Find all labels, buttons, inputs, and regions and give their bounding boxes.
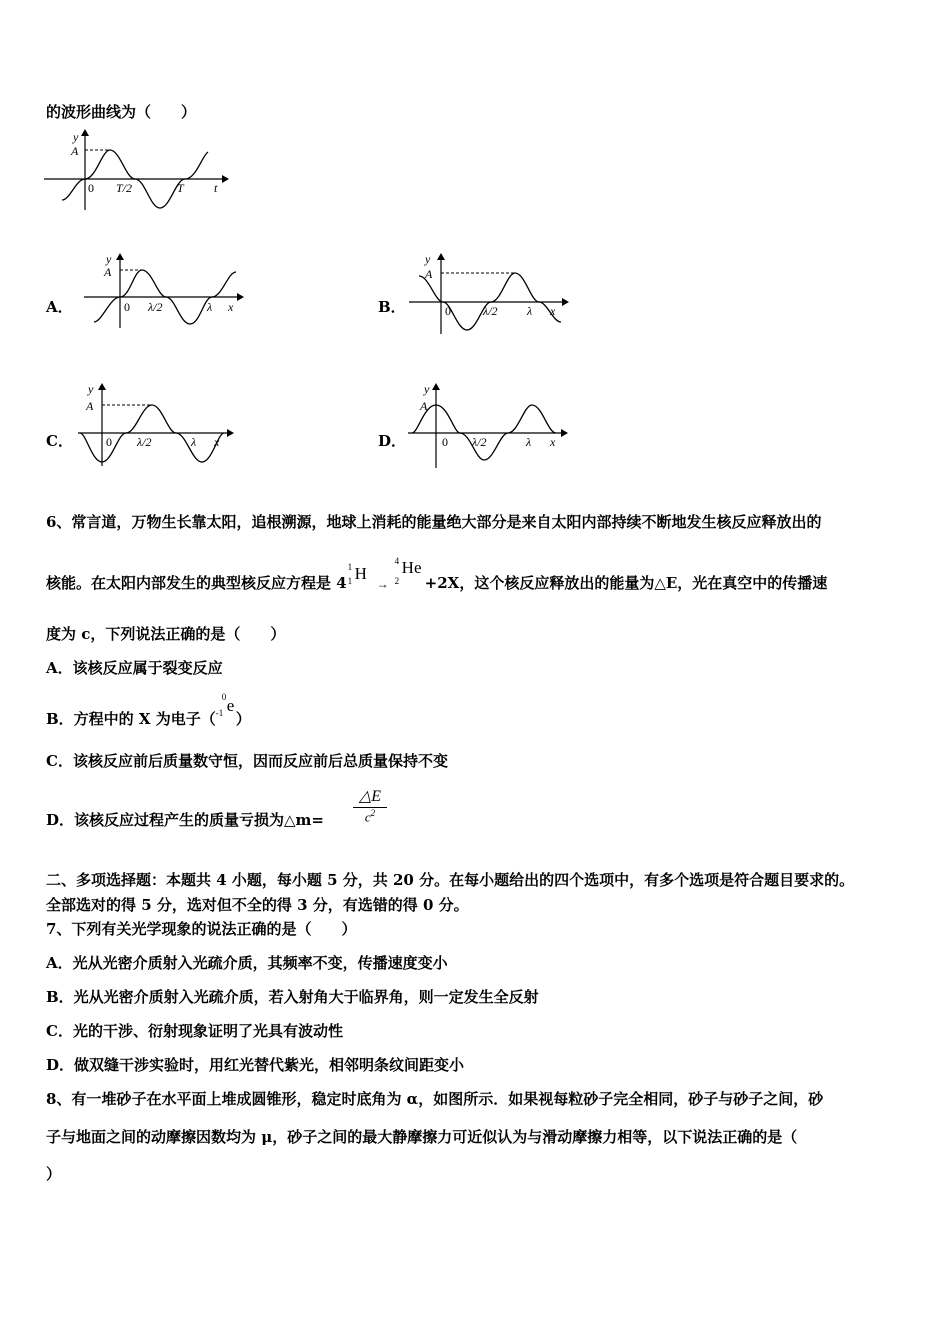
q6-stem-line1: 6、常言道，万物生长靠太阳，追根溯源，地球上消耗的能量绝大部分是来自太阳内部持续不断地发生核反应释放出的 [46,513,822,531]
q6-option-b-close: ） [235,710,251,728]
q6-line2-prefix: 核能。在太阳内部发生的典型核反应方程是 4 [46,574,347,592]
option-d-x-axis-label: x [550,435,556,449]
option-c-y-label: y [88,382,94,396]
option-a-half-wavelength-label: λ/2 [148,300,163,314]
hydrogen-nuclide: 1 1 H [347,562,367,586]
q6-stem-line2 [46,556,828,592]
option-b-wavelength-label: λ [527,304,533,318]
graph-amplitude-label: A [71,144,79,158]
q5-stem-tail: 的波形曲线为（ ） [46,103,197,121]
q7-stem: 7、下列有关光学现象的说法正确的是（ ） [46,920,357,938]
option-d-amplitude-label: A [420,399,428,413]
q8-stem-line3: ） [46,1165,62,1183]
q6-option-c[interactable]: C．该核反应前后质量数守恒，因而反应前后总质量保持不变 [46,752,448,770]
helium-nuclide: 4 2 He [394,556,422,586]
option-a-y-label: y [106,252,112,266]
option-d-half-wavelength-label: λ/2 [472,435,487,449]
option-a-origin-label: 0 [124,300,130,314]
option-c-wavelength-label: λ [191,435,197,449]
graph-half-period-label: T/2 [116,181,133,195]
option-b-y-label: y [425,252,431,266]
option-b-amplitude-label: A [425,267,433,281]
graph-y-label: y [73,130,79,144]
graph-origin-label: 0 [88,181,94,195]
graph-period-label: T [177,181,184,195]
fraction-denominator: $c^2$ [364,808,376,825]
q5-option-b-letter[interactable]: B． [378,298,406,316]
q5-option-c-graph[interactable] [74,380,244,468]
option-d-origin-label: 0 [442,435,448,449]
electron-symbol: 0 -1 e [215,692,235,718]
q6-line2-suffix: +2X，这个核反应释放出的能量为△E，光在真空中的传播速 [424,574,828,592]
q5-option-c-letter[interactable]: C． [46,432,73,450]
option-c-half-wavelength-label: λ/2 [137,435,152,449]
q6-stem-line3: 度为 c，下列说法正确的是（ ） [46,625,286,643]
option-b-half-wavelength-label: λ/2 [483,304,498,318]
option-c-x-axis-label: x [214,435,220,449]
option-b-origin-label: 0 [445,304,451,318]
section-2-header-line2: 全部选对的得 5 分，选对但不全的得 3 分，有选错的得 0 分。 [46,896,469,914]
option-d-y-label: y [424,382,430,396]
q7-option-d[interactable]: D．做双缝干涉实验时，用红光替代紫光，相邻明条纹间距变小 [46,1056,465,1074]
reaction-arrow: → [376,577,389,591]
fraction-numerator: △E [353,786,387,808]
q5-option-d-graph[interactable] [404,380,574,470]
q5-option-a-graph[interactable] [80,250,250,330]
q8-stem-line2: 子与地面之间的动摩擦因数均为 μ，砂子之间的最大静摩擦力可近似认为与滑动摩擦力相等，以下说法正确的是（ [46,1128,798,1146]
option-b-x-axis-label: x [550,304,556,318]
option-a-x-axis-label: x [228,300,234,314]
q6-option-d[interactable]: D．该核反应过程产生的质量亏损为△m= [46,811,324,829]
mass-defect-fraction [353,786,387,825]
q5-option-a-letter[interactable]: A． [46,298,73,316]
option-a-wavelength-label: λ [207,300,213,314]
q8-stem-line1: 8、有一堆砂子在水平面上堆成圆锥形，稳定时底角为 α，如图所示．如果视每粒砂子完全相同，砂子与砂子之间，砂 [46,1090,824,1108]
option-d-wavelength-label: λ [526,435,532,449]
q6-option-b[interactable] [46,692,251,728]
q5-option-b-graph[interactable] [405,250,575,336]
option-a-amplitude-label: A [104,265,112,279]
q6-option-a[interactable]: A．该核反应属于裂变反应 [46,659,223,677]
q7-option-c[interactable]: C．光的干涉、衍射现象证明了光具有波动性 [46,1022,343,1040]
option-c-origin-label: 0 [106,435,112,449]
q7-option-b[interactable]: B．光从光密介质射入光疏介质，若入射角大于临界角，则一定发生全反射 [46,988,539,1006]
option-c-amplitude-label: A [86,399,94,413]
q5-vibration-graph [40,128,230,214]
q6-option-b-text: B．方程中的 X 为电子（ [46,710,216,728]
graph-t-axis-label: t [214,181,218,195]
section-2-header-line1: 二、多项选择题：本题共 4 小题，每小题 5 分，共 20 分。在每小题给出的四个选项中，有多个选项是符合题目要求的。 [46,871,855,889]
q7-option-a[interactable]: A．光从光密介质射入光疏介质，其频率不变，传播速度变小 [46,954,448,972]
q5-option-d-letter[interactable]: D． [378,432,407,450]
